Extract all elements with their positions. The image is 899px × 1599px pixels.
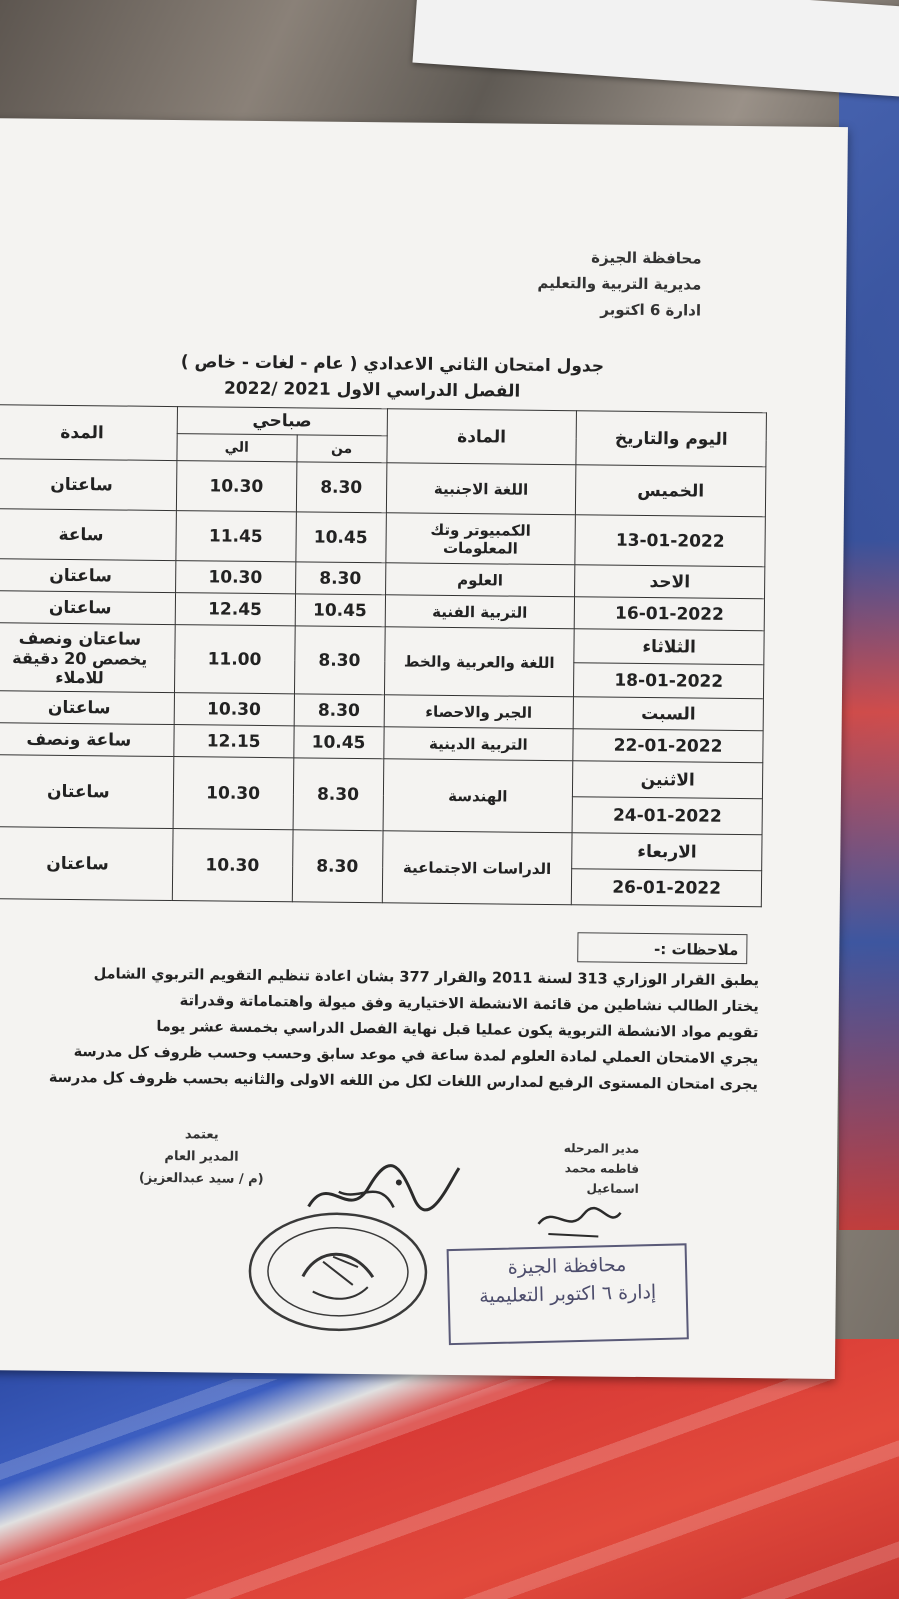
from-cell: 8.30 [292,830,383,903]
subject-cell: التربية الفنية [385,595,575,629]
exam-schedule-document [0,118,848,1379]
day-cell: الاحد [575,565,765,599]
exam-schedule-table [0,404,767,907]
header-morning: صباحي [177,407,387,436]
table-row [0,623,764,665]
table-row [0,755,763,799]
from-cell: 10.45 [295,594,385,627]
official-rectangular-stamp [447,1243,689,1345]
notes-list [30,961,759,1099]
date-cell: 13-01-2022 [575,515,765,567]
to-cell: 11.00 [174,625,295,694]
day-cell: الخميس [576,465,766,517]
table-row [0,509,765,567]
handwritten-signature-right [528,1194,629,1245]
table-header-row [0,405,766,440]
date-cell: 22-01-2022 [573,729,763,763]
subject-cell: التربية الدينية [383,727,573,761]
header-day-date: اليوم والتاريخ [576,411,766,467]
subject-cell: الدراسات الاجتماعية [382,831,572,905]
from-cell: 8.30 [295,562,385,595]
stage-director-signature-block [529,1138,640,1199]
date-cell: 18-01-2022 [574,663,764,699]
to-cell: 12.45 [175,593,295,626]
general-director-title: المدير العام [164,1148,239,1165]
subject-cell: الهندسة [383,759,573,833]
date-cell: 24-01-2022 [572,797,762,835]
duration-cell: ساعتان [0,459,177,511]
schedule-title: جدول امتحان الثاني الاعدادي ( عام - لغات - خاص ) [180,352,605,377]
document-header [537,244,702,324]
header-from: من [297,435,387,463]
subject-cell: الجبر والاحصاء [384,695,574,729]
notes-heading: ملاحظات :- [577,932,747,964]
official-round-stamp [242,1206,433,1338]
background-fabric-stripe [0,1379,899,1599]
day-cell: السبت [573,697,763,731]
note-item: يطبق القرار الوزاري 313 لسنة 2011 والقرار 377 بشان اعادة تنظيم التقويم التربوي الشامل [93,966,760,990]
general-director-signature-block [139,1124,264,1191]
duration-text: ساعتان ونصف [18,627,142,650]
from-cell: 8.30 [294,626,385,695]
note-item: يجري الامتحان العملي لمادة العلوم لمدة ساعة في موعد سابق وحسب وحسب ظروف كل مدرسة [73,1044,759,1068]
administration-line: ادارة 6 اكتوبر [600,300,702,320]
duration-cell: ساعتان [0,591,175,625]
to-cell: 10.30 [174,693,294,726]
note-item: يجرى امتحان المستوى الرفيع لمدارس اللغات لكل من اللغه الاولى والثانيه بحسب ظروف كل مدرسة [48,1069,758,1094]
subject-cell: اللغة الاجنبية [386,463,576,515]
subject-cell: العلوم [385,563,575,597]
table-row [0,827,762,871]
from-cell: 8.30 [294,694,384,727]
background-fabric-edge [839,80,899,1230]
duration-cell: ساعتان [0,755,174,829]
header-duration: المدة [0,405,177,461]
to-cell: 12.15 [174,725,294,758]
from-cell: 10.45 [293,726,383,759]
duration-cell: ساعتان [0,691,174,725]
from-cell: 8.30 [296,462,386,513]
directorate-line: مديرية التربية والتعليم [537,273,702,294]
to-cell: 10.30 [172,829,293,902]
duration-cell: ساعة ونصف [0,723,174,757]
day-cell: الاربعاء [572,833,762,871]
to-cell: 10.30 [175,561,295,594]
to-cell: 11.45 [176,511,296,562]
day-cell: الثلاثاء [574,629,764,665]
duration-cell [0,623,175,693]
stage-director-title: مدير المرحله [563,1141,640,1156]
stage-director-name: فاطمه محمد اسماعيل [564,1161,640,1196]
to-cell: 10.30 [173,757,294,830]
to-cell: 10.30 [176,461,296,512]
duration-cell: ساعتان [0,559,176,593]
header-subject: المادة [386,409,576,465]
stamp-line-2: إدارة ٦ اكتوبر التعليمية [478,1281,657,1308]
duration-cell: ساعتان [0,827,173,901]
from-cell: 10.45 [295,512,385,563]
note-item: تقويم مواد الانشطة التربوية يكون عمليا قبل نهاية الفصل الدراسي بخمسة عشر يوما [156,1018,759,1042]
dictation-note: يخصص 20 دقيقة للاملاء [12,647,148,687]
approval-label: يعتمد [184,1127,219,1143]
subject-cell: اللغة والعربية والخط [384,627,574,697]
stamp-line-1: محافظة الجيزة [507,1253,627,1279]
schedule-subtitle: الفصل الدراسي الاول 2021 /2022 [223,378,521,402]
header-to: الي [177,434,297,462]
governorate-line: محافظة الجيزة [591,248,702,268]
note-item: يختار الطالب نشاطين من قائمة الانشطة الاختيارية وفق ميولة واهتماماتة وقدراتة [179,993,759,1016]
duration-cell: ساعة [0,509,176,561]
table-row [0,459,766,517]
general-director-name: (م / سيد عبدالعزيز) [138,1170,264,1188]
subject-cell: الكمبيوتر وتك المعلومات [385,513,575,565]
date-cell: 26-01-2022 [572,869,762,907]
from-cell: 8.30 [293,758,384,831]
day-cell: الاثنين [573,761,763,799]
date-cell: 16-01-2022 [574,597,764,631]
